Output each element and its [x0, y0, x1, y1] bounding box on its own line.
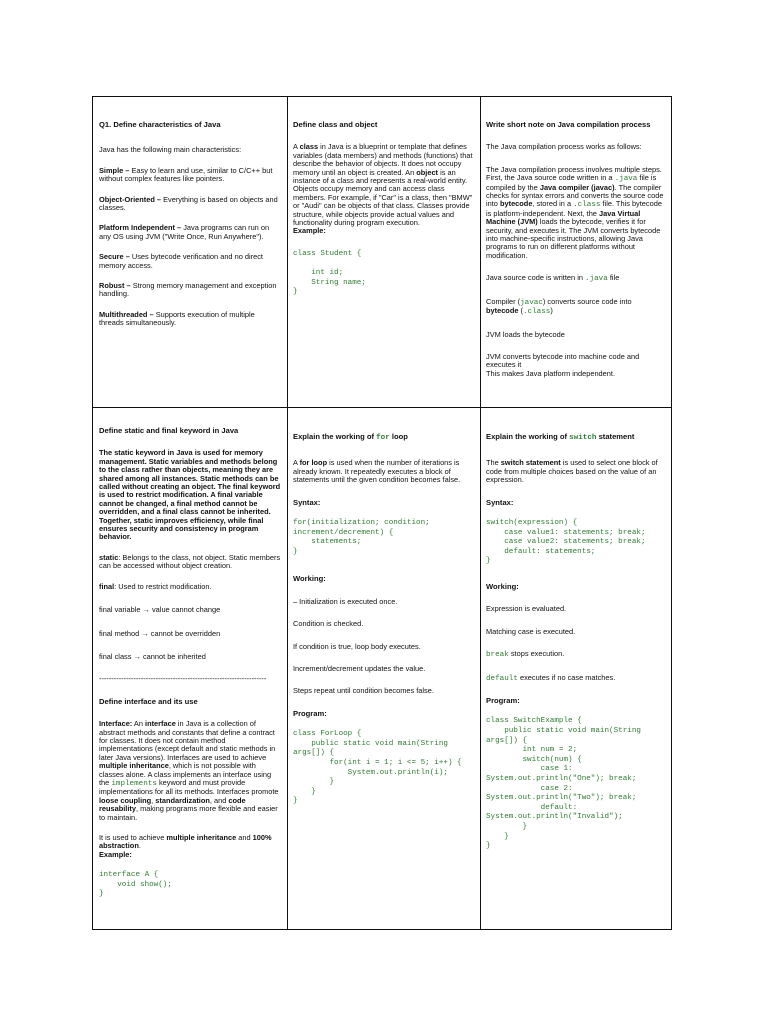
step-item: JVM converts bytecode into machine code and executes it [486, 351, 640, 370]
code-block: class SwitchExample { public static void main(String args[]) { int num = 2; switch(num) { case 1: System.out.println("One"); break; case 2: System.out.println("Two"); break; default: System.out.println("Invalid"); } } } [486, 717, 641, 851]
step-item: Increment/decrement updates the value. [293, 664, 426, 674]
code-block: switch(expression) { case value1: statements; break; case value2: statements; break; default: statements; } [486, 519, 646, 566]
step-item: – Initialization is executed once. [293, 596, 398, 606]
paragraph: Interface: An interface in Java is a collection of abstract methods and constants that define a contract for classes. It does not contain method implementations (except default and static methods in later Java versions). Interfaces are used to achieve multiple inheritance, which is not possible with classes alone. A class implements an interface using the implements keyword and must provide implementations for all its methods. Interfaces promote loose coupling, standardization, and code reusability, making programs more flexible and easier to maintain. [99, 719, 279, 822]
working-label: Working: [486, 582, 519, 591]
cell-title: Write short note on Java compilation process [486, 120, 651, 129]
example-label: Example: [99, 849, 132, 859]
cell-switch-statement [486, 433, 668, 852]
cell-title: Define class and object [293, 120, 378, 129]
step-item: Expression is evaluated. [486, 604, 567, 614]
working-label: Working: [293, 574, 326, 584]
syntax-label: Syntax: [293, 497, 321, 507]
column-divider [287, 97, 288, 929]
paragraph: The static keyword in Java is used for memory management. Static variables and methods belong to the class rather than objects, meaning they are shared among all instances. Static methods can be called without creating an object. The final keyword is used to restrict modification. A final variable cannot be changed, a final method cannot be overridden, and a final class cannot be inherited. Together, static improves efficiency, while final ensures security and consistency in program behavior. [99, 448, 281, 542]
list-item: final method → cannot be overridden [99, 628, 221, 638]
step-item: Matching case is executed. [486, 626, 576, 636]
paragraph: static: Belongs to the class, not object. Static members can be accessed without object creation. [99, 552, 281, 571]
cell-title: Explain the working of switch statement [486, 432, 635, 442]
cell-java-characteristics [99, 121, 279, 328]
code-block: class Student { int id; String name; } [293, 249, 366, 297]
cell-title: Define static and final keyword in Java [99, 426, 239, 435]
paragraph: final: Used to restrict modification. [99, 581, 212, 591]
cell-title: Explain the working of for loop [293, 432, 408, 442]
cell-for-loop [293, 433, 475, 807]
step-item: Java source code is written in .java file [486, 273, 620, 284]
list-item: Simple – Easy to learn and use, similar to C/C++ but without complex features like pointers. [99, 165, 273, 184]
list-item: Object-Oriented – Everything is based on objects and classes. [99, 194, 278, 213]
step-item: Steps repeat until condition becomes false. [293, 686, 434, 696]
list-item: final variable → value cannot change [99, 605, 221, 615]
example-label: Example: [293, 226, 326, 236]
intro-text: Java has the following main characteristics: [99, 145, 242, 155]
step-item: break stops execution. [486, 649, 565, 660]
cell-title: Define interface and its use [99, 696, 198, 706]
cell-title: Q1. Define characteristics of Java [99, 120, 221, 129]
step-item: Condition is checked. [293, 619, 364, 629]
list-item: final class → cannot be inherited [99, 651, 206, 661]
step-item: If condition is true, loop body executes. [293, 641, 421, 651]
cell-class-object [293, 121, 475, 298]
program-label: Program: [486, 696, 520, 706]
list-item: Multithreaded – Supports execution of multiple threads simultaneously. [99, 309, 255, 328]
paragraph: A for loop is used when the number of iterations is already known. It repeatedly executes a block of statements until the given condition becomes false. [293, 458, 461, 485]
cell-static-final [99, 427, 281, 900]
paragraph: It is used to achieve multiple inheritance and 100% abstraction. [99, 833, 272, 851]
list-item: Robust – Strong memory management and exception handling. [99, 281, 277, 299]
step-item: JVM loads the bytecode [486, 329, 565, 339]
program-label: Program: [293, 708, 327, 718]
paragraph: The Java compilation process involves multiple steps. First, the Java source code written in a .java file is compiled by the Java compiler (javac). The compiler checks for syntax errors and converts the source code into bytecode, stored in a .class file. This bytecode is platform-independent. Next, the Java Virtual Machine (JVM) loads the bytecode, verifies it for security, and executes it. The JVM converts bytecode into machine-specific instructions, allowing Java programs to run on different platforms without modification. [486, 164, 664, 260]
step-item: default executes if no case matches. [486, 672, 616, 683]
step-item: Compiler (javac) converts source code into bytecode (.class) [486, 296, 632, 317]
list-item: Platform Independent – Java programs can run on any OS using JVM ("Write Once, Run Anywhere"). [99, 223, 270, 241]
paragraph: The switch statement is used to select one block of code from multiple choices based on the value of an expression. [486, 458, 658, 485]
divider-line: -------------------------------------------------------------------- [99, 675, 267, 684]
column-divider [480, 97, 481, 929]
list-item: Secure – Uses bytecode verification and no direct memory access. [99, 252, 263, 270]
notes-grid [92, 96, 672, 930]
syntax-label: Syntax: [486, 497, 514, 507]
row-divider [93, 407, 671, 408]
paragraph: A class in Java is a blueprint or template that defines variables (data members) and methods (functions) that describe the behavior of objects. It does not occupy memory until an object is created. An object is an instance of a class and represents a real-world entity. Objects occupy memory and can access class members. For example, if "Car" is a class, then "BMW" or "Audi" can be objects of that class. Classes provide structure, while objects provide actual values and functionality during program execution. [293, 142, 473, 228]
code-block: class ForLoop { public static void main(String args[]) { for(int i = 1; i <= 5; i++) { System.out.println(i); } } } [293, 730, 462, 806]
code-block: interface A { void show(); } [99, 871, 172, 899]
code-block: for(initialization; condition; increment/decrement) { statements; } [293, 519, 430, 556]
step-item: This makes Java platform independent. [486, 368, 615, 378]
intro-text: The Java compilation process works as follows: [486, 142, 642, 152]
cell-compilation-process [486, 121, 666, 378]
